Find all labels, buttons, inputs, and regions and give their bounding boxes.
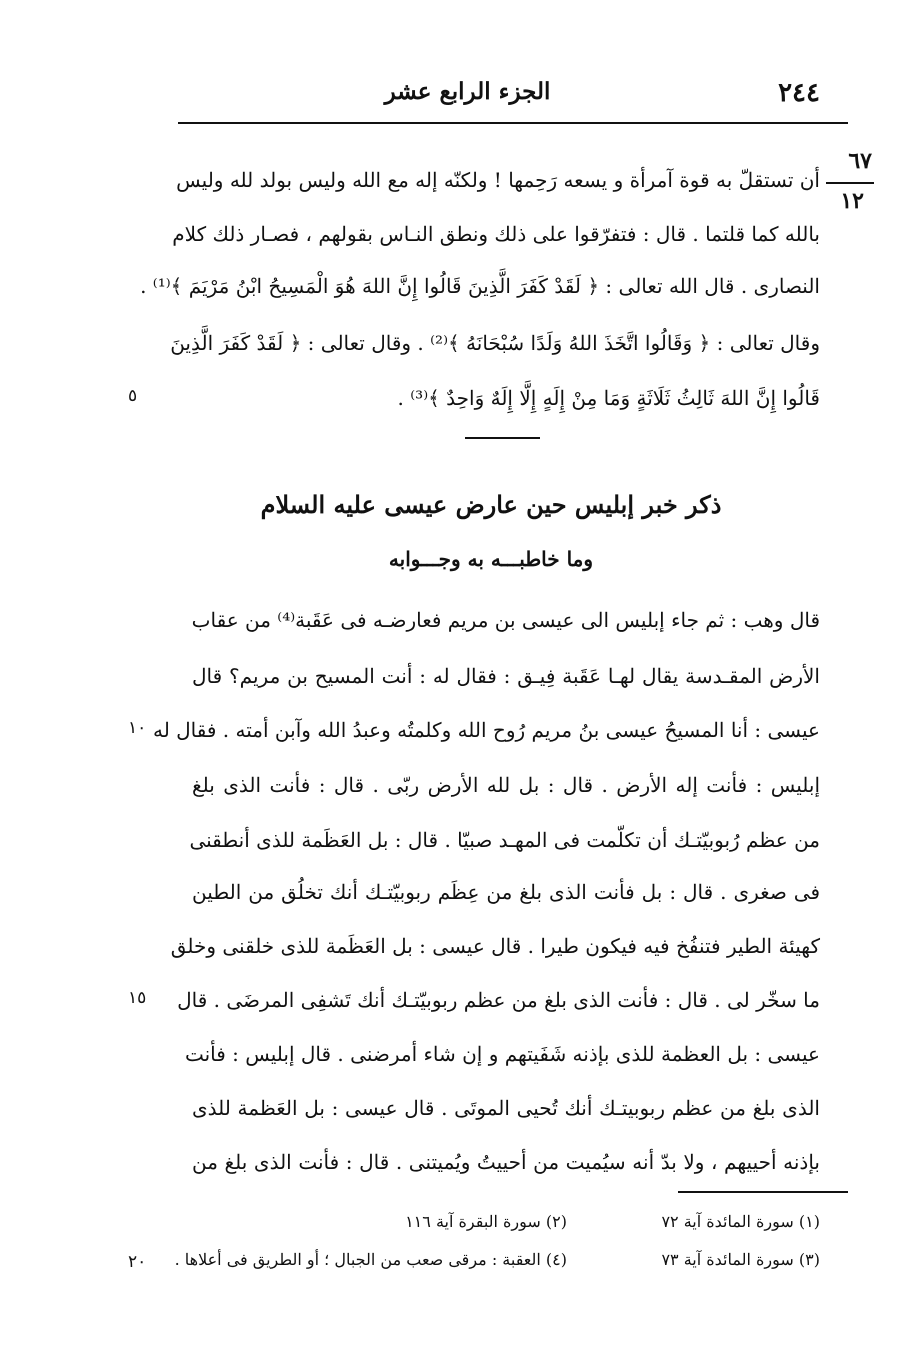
text-line: من عظم رُبوبيّتـك أن تكلّمت فى المهـد صبيّا . قال : بل العَظَمة للذى أنطقنى — [189, 828, 820, 852]
text-line: الذى بلغ من عظم ربوبيتـك أنك تُحيى الموتَى . قال عيسى : بل العَظمة للذى — [192, 1096, 820, 1120]
section-divider — [465, 437, 540, 439]
section-title: ذكر خبر إبليس حين عارض عيسى عليه السلام — [260, 490, 722, 519]
text-line: إبليس : فأنت إله الأرض . قال : بل لله الأرض ربّى . قال : فأنت الذى بلغ — [192, 773, 820, 797]
footnote-2: (٢) سورة البقرة آية ١١٦ — [405, 1212, 567, 1231]
footnote-3: (٣) سورة المائدة آية ٧٣ — [661, 1250, 820, 1269]
margin-fraction-line — [826, 182, 874, 184]
section-subtitle: وما خاطبـــه به وجـــوابه — [388, 547, 594, 571]
text-line: قال وهب : ثم جاء إبليس الى عيسى بن مريم فعارضـه فى عَقَبة⁽⁴⁾ من عقاب — [191, 608, 820, 632]
text-line: بإذنه أحييهم ، ولا بدّ أنه سيُميت من أحييتُ ويُميتنى . قال : فأنت الذى بلغ من — [192, 1150, 820, 1174]
line-number-20: ٢٠ — [128, 1252, 147, 1272]
text-line: فى صغرى . قال : بل فأنت الذى بلغ من عِظَم ربوبيّتـك أنك تخلُق من الطين — [192, 880, 821, 904]
line-number-5: ٥ — [128, 386, 138, 406]
running-head: الجزء الرابع عشر — [384, 78, 551, 105]
margin-number-bottom: ١٢ — [840, 188, 864, 214]
line-number-15: ١٥ — [128, 988, 147, 1008]
margin-number-top: ٦٧ — [848, 148, 872, 174]
text-line: وقال تعالى : ﴿ وَقَالُوا اتَّخَذَ اللهُ وَلَدًا سُبْحَانَهُ ﴾⁽²⁾ . وقال تعالى : ﴿ لَقَدْ كَفَرَ الَّذِينَ — [170, 331, 820, 355]
text-line: قَالُوا إِنَّ اللهَ ثَالِثُ ثَلَاثَةٍ وَمَا مِنْ إِلَهٍ إِلَّا إِلَهٌ وَاحِدٌ ﴾⁽³⁾ . — [397, 386, 820, 410]
text-line: كهيئة الطير فتنفُخ فيه فيكون طيرا . قال عيسى : بل العَظَمة للذى خلقنى وخلق — [170, 934, 820, 958]
footnote-rule — [678, 1191, 848, 1193]
text-line: بالله كما قلتما . قال : فتفرّقوا على ذلك ونطق النـاس بقولهم ، فصـار ذلك كلام — [172, 222, 820, 246]
text-line: أن تستقلّ به قوة آمرأة و يسعه رَحِمها ! ولكنّه إله مع الله وليس بولد لله وليس — [176, 168, 820, 192]
text-line: الأرض المقـدسة يقال لهـا عَقَبة فِيـق : فقال له : أنت المسيح بن مريم؟ قال — [192, 664, 820, 688]
page-number: ٢٤٤ — [778, 78, 820, 108]
text-line: النصارى . قال الله تعالى : ﴿ لَقَدْ كَفَرَ الَّذِينَ قَالُوا إِنَّ اللهَ هُوَ الْمَسِيحُ ابْنُ مَرْيَمَ ﴾⁽¹⁾ . — [140, 274, 820, 298]
text-line: عيسى : أنا المسيحُ عيسى بنُ مريم رُوح الله وكلمتُه وعبدُ الله وآبن أمته . فقال له — [152, 718, 820, 742]
text-line: عيسى : بل العظمة للذى بإذنه شَفَيتهم و إن شاء أمرضنى . قال إبليس : فأنت — [184, 1042, 820, 1066]
footnote-1: (١) سورة المائدة آية ٧٢ — [661, 1212, 820, 1231]
footnote-4: (٤) العقبة : مرقى صعب من الجبال ؛ أو الطريق فى أعلاها . — [174, 1250, 567, 1269]
text-line: ما سخّر لى . قال : فأنت الذى بلغ من عظم ربوبيّتـك أنك تَشفِى المرضَى . قال — [177, 988, 820, 1012]
header-rule — [178, 122, 848, 124]
line-number-10: ١٠ — [128, 718, 147, 738]
